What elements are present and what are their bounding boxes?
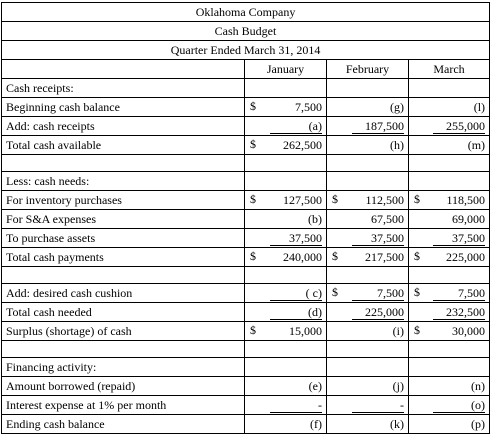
amount-value: - bbox=[352, 398, 404, 413]
amount-value: (f) bbox=[310, 416, 322, 431]
company-row bbox=[2, 3, 490, 22]
value-cell-january bbox=[245, 191, 327, 210]
dollar-sign: $ bbox=[414, 323, 420, 337]
amount-value: (n) bbox=[471, 378, 486, 393]
amount-value: (k) bbox=[390, 416, 404, 431]
value-cell-february bbox=[327, 117, 409, 136]
amount-value: 37,500 bbox=[433, 231, 485, 246]
dollar-sign: $ bbox=[332, 192, 338, 206]
value-cell-january bbox=[245, 322, 327, 341]
empty-cell bbox=[2, 267, 245, 284]
row-label: Total cash available bbox=[2, 136, 245, 155]
value-cell-february bbox=[327, 415, 409, 434]
empty-cell bbox=[327, 155, 409, 172]
amount-value: 225,000 bbox=[352, 305, 404, 320]
table-row bbox=[2, 303, 490, 322]
table-row bbox=[2, 322, 490, 341]
value-cell-january bbox=[245, 210, 327, 229]
row-label: Cash receipts: bbox=[2, 79, 245, 98]
value-cell-february bbox=[327, 229, 409, 248]
amount-value: (m) bbox=[467, 137, 486, 152]
amount-value: 118,500 bbox=[446, 192, 486, 207]
amount-value: (l) bbox=[473, 99, 486, 114]
row-label: Less: cash needs: bbox=[2, 172, 245, 191]
spacer-row bbox=[2, 155, 490, 172]
amount-value: (a) bbox=[270, 119, 322, 134]
value-cell-january bbox=[245, 98, 327, 117]
amount-value: 69,000 bbox=[452, 211, 486, 226]
row-label: Ending cash balance bbox=[2, 415, 245, 434]
value-cell-january bbox=[245, 248, 327, 267]
row-label: To purchase assets bbox=[2, 229, 245, 248]
value-cell-march bbox=[409, 229, 490, 248]
value-cell-february bbox=[327, 191, 409, 210]
value-cell-january bbox=[245, 79, 327, 98]
company-name: Oklahoma Company bbox=[2, 3, 490, 22]
dollar-sign: $ bbox=[414, 192, 420, 206]
amount-value: 7,500 bbox=[295, 99, 322, 114]
amount-value: 67,500 bbox=[371, 211, 404, 226]
table-row bbox=[2, 136, 490, 155]
value-cell-february bbox=[327, 377, 409, 396]
month-february: February bbox=[327, 60, 409, 79]
value-cell-march bbox=[409, 377, 490, 396]
empty-cell bbox=[245, 155, 327, 172]
value-cell-january bbox=[245, 415, 327, 434]
amount-value: - bbox=[270, 398, 322, 413]
dollar-sign: $ bbox=[250, 192, 256, 206]
empty-cell bbox=[245, 341, 327, 358]
cash-budget-table bbox=[1, 2, 490, 434]
amount-value: (p) bbox=[471, 416, 486, 431]
table-row bbox=[2, 210, 490, 229]
amount-value: 112,500 bbox=[365, 192, 404, 207]
value-cell-february bbox=[327, 79, 409, 98]
value-cell-march bbox=[409, 210, 490, 229]
month-march: March bbox=[409, 60, 490, 79]
dollar-sign: $ bbox=[332, 285, 338, 299]
amount-value: (i) bbox=[392, 323, 404, 338]
table-row bbox=[2, 98, 490, 117]
empty-cell bbox=[409, 155, 490, 172]
budget-title: Cash Budget bbox=[2, 22, 490, 41]
amount-value: 15,000 bbox=[289, 323, 322, 338]
amount-value: (d) bbox=[270, 305, 322, 320]
empty-cell bbox=[245, 267, 327, 284]
amount-value: 240,000 bbox=[283, 249, 322, 264]
table-row bbox=[2, 284, 490, 303]
dollar-sign: $ bbox=[414, 249, 420, 263]
title-row bbox=[2, 22, 490, 41]
value-cell-february bbox=[327, 358, 409, 377]
value-cell-march bbox=[409, 79, 490, 98]
value-cell-january bbox=[245, 377, 327, 396]
value-cell-january bbox=[245, 117, 327, 136]
amount-value: 232,500 bbox=[433, 305, 485, 320]
amount-value: (g) bbox=[390, 99, 404, 114]
table-row bbox=[2, 415, 490, 434]
row-label: Financing activity: bbox=[2, 358, 245, 377]
header-blank-cell bbox=[2, 60, 245, 79]
period-row bbox=[2, 41, 490, 60]
table-row bbox=[2, 396, 490, 415]
table-row bbox=[2, 191, 490, 210]
value-cell-january bbox=[245, 303, 327, 322]
row-label: Interest expense at 1% per month bbox=[2, 396, 245, 415]
row-label: Beginning cash balance bbox=[2, 98, 245, 117]
value-cell-february bbox=[327, 322, 409, 341]
value-cell-march bbox=[409, 117, 490, 136]
table-row bbox=[2, 248, 490, 267]
amount-value: (e) bbox=[308, 378, 322, 393]
table-row bbox=[2, 172, 490, 191]
empty-cell bbox=[409, 341, 490, 358]
amount-value: 127,500 bbox=[283, 192, 322, 207]
value-cell-january bbox=[245, 229, 327, 248]
value-cell-march bbox=[409, 415, 490, 434]
amount-value: (h) bbox=[390, 137, 404, 152]
amount-value: 30,000 bbox=[452, 323, 486, 338]
table-row bbox=[2, 358, 490, 377]
empty-cell bbox=[2, 155, 245, 172]
value-cell-march bbox=[409, 248, 490, 267]
dollar-sign: $ bbox=[250, 323, 256, 337]
amount-value: 37,500 bbox=[352, 231, 404, 246]
table-row bbox=[2, 117, 490, 136]
value-cell-january bbox=[245, 396, 327, 415]
amount-value: 187,500 bbox=[352, 119, 404, 134]
period-label: Quarter Ended March 31, 2014 bbox=[2, 41, 490, 60]
row-label: Total cash needed bbox=[2, 303, 245, 322]
spacer-row bbox=[2, 267, 490, 284]
table-row bbox=[2, 377, 490, 396]
value-cell-march bbox=[409, 191, 490, 210]
amount-value: 217,500 bbox=[365, 249, 404, 264]
row-label: Add: desired cash cushion bbox=[2, 284, 245, 303]
amount-value: 7,500 bbox=[352, 286, 404, 301]
value-cell-march bbox=[409, 303, 490, 322]
value-cell-january bbox=[245, 136, 327, 155]
value-cell-march bbox=[409, 172, 490, 191]
row-label: For S&A expenses bbox=[2, 210, 245, 229]
value-cell-february bbox=[327, 396, 409, 415]
value-cell-march bbox=[409, 98, 490, 117]
value-cell-january bbox=[245, 172, 327, 191]
value-cell-february bbox=[327, 98, 409, 117]
table-row bbox=[2, 229, 490, 248]
value-cell-january bbox=[245, 358, 327, 377]
row-label: Amount borrowed (repaid) bbox=[2, 377, 245, 396]
amount-value: (b) bbox=[308, 211, 322, 226]
value-cell-march bbox=[409, 358, 490, 377]
amount-value: 37,500 bbox=[270, 231, 322, 246]
dollar-sign: $ bbox=[250, 99, 256, 113]
amount-value: 262,500 bbox=[283, 137, 322, 152]
row-label: Surplus (shortage) of cash bbox=[2, 322, 245, 341]
month-january: January bbox=[245, 60, 327, 79]
amount-value: 225,000 bbox=[446, 249, 486, 264]
empty-cell bbox=[409, 267, 490, 284]
value-cell-february bbox=[327, 136, 409, 155]
value-cell-march bbox=[409, 322, 490, 341]
value-cell-february bbox=[327, 210, 409, 229]
amount-value: 255,000 bbox=[433, 119, 485, 134]
month-header-row bbox=[2, 60, 490, 79]
value-cell-february bbox=[327, 303, 409, 322]
dollar-sign: $ bbox=[414, 285, 420, 299]
amount-value: (o) bbox=[433, 398, 485, 413]
value-cell-january bbox=[245, 284, 327, 303]
table-row bbox=[2, 79, 490, 98]
value-cell-march bbox=[409, 136, 490, 155]
empty-cell bbox=[327, 267, 409, 284]
row-label: For inventory purchases bbox=[2, 191, 245, 210]
dollar-sign: $ bbox=[332, 249, 338, 263]
value-cell-february bbox=[327, 248, 409, 267]
dollar-sign: $ bbox=[250, 249, 256, 263]
value-cell-february bbox=[327, 172, 409, 191]
row-label: Add: cash receipts bbox=[2, 117, 245, 136]
value-cell-march bbox=[409, 396, 490, 415]
empty-cell bbox=[2, 341, 245, 358]
value-cell-february bbox=[327, 284, 409, 303]
empty-cell bbox=[327, 341, 409, 358]
dollar-sign: $ bbox=[250, 137, 256, 151]
amount-value: ( c) bbox=[270, 286, 322, 301]
table-body bbox=[2, 3, 490, 434]
value-cell-march bbox=[409, 284, 490, 303]
amount-value: (j) bbox=[392, 378, 404, 393]
spacer-row bbox=[2, 341, 490, 358]
row-label: Total cash payments bbox=[2, 248, 245, 267]
amount-value: 7,500 bbox=[433, 286, 485, 301]
